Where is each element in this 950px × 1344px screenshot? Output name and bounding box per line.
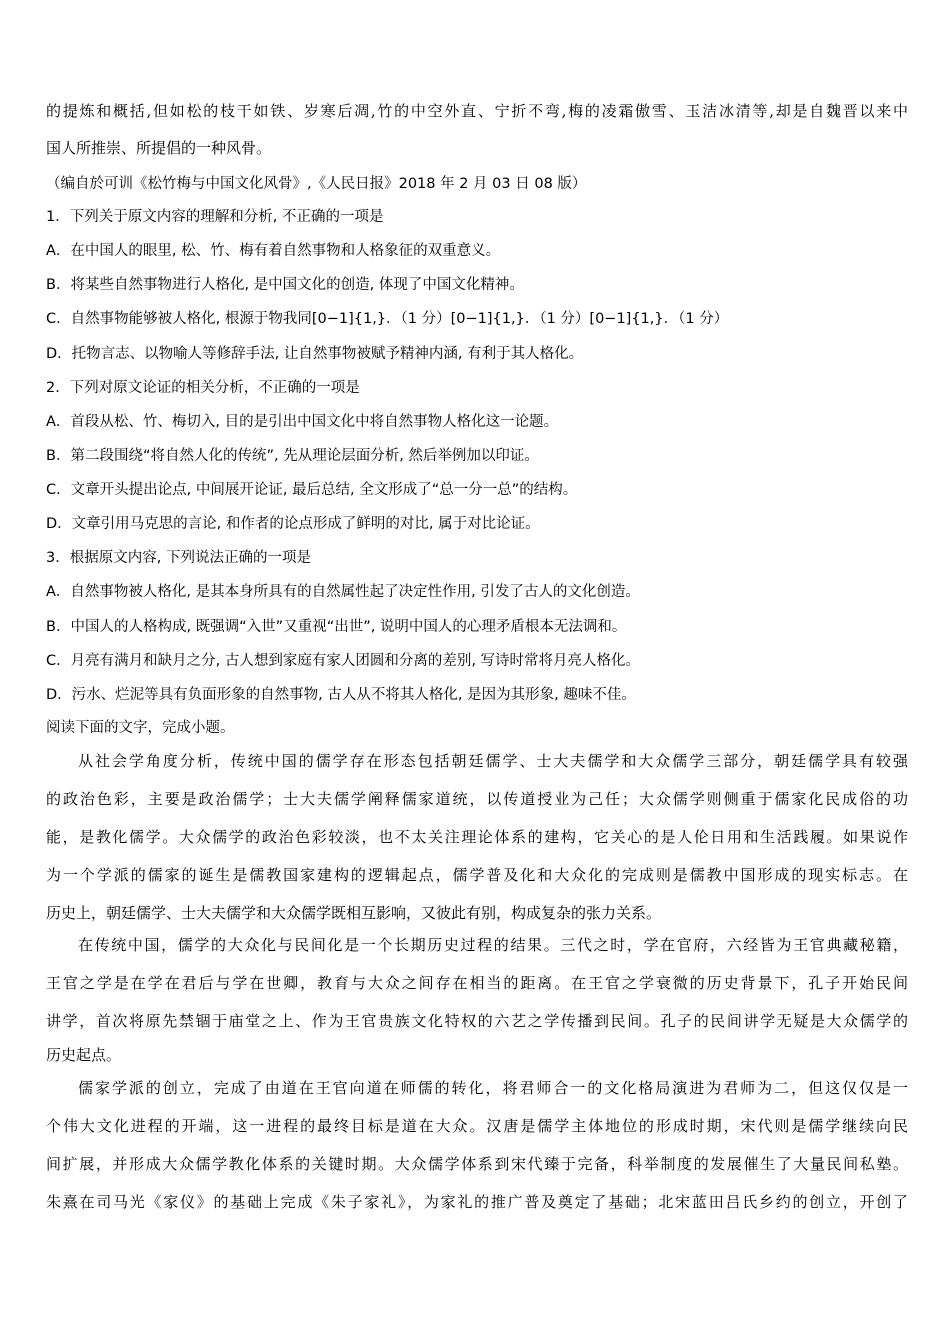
question-2-option-b: B．第二段围绕“将自然人化的传统”, 先从理论层面分析, 然后举例加以印证。 — [46, 448, 539, 464]
passage2-p3-line-2: 个伟大文化进程的开端，这一进程的最终目标是道在大众。汉唐是儒学主体地位的形成时期，宋代则是儒学继续向民 — [46, 1117, 908, 1135]
passage1-source: （编自於可训《松竹梅与中国文化风骨》,《人民日报》2018 年 2 月 03 日 08 版） — [46, 176, 587, 192]
passage2-p2-line-1: 在传统中国，儒学的大众化与民间化是一个长期历史过程的结果。三代之时，学在官府，六经皆为王官典藏秘籍， — [78, 936, 908, 954]
passage2-p2-line-3: 讲学，首次将原先禁锢于庙堂之上、作为王官贵族文化特权的六艺之学传播到民间。孔子的民间讲学无疑是大众儒学的 — [46, 1012, 908, 1030]
question-2-stem: 2．下列对原文论证的相关分析，不正确的一项是 — [46, 380, 360, 396]
question-3-option-c: C．月亮有满月和缺月之分, 古人想到家庭有家人团圆和分离的差别, 写诗时常将月亮人格化。 — [46, 653, 641, 669]
passage2-p3-line-3: 间扩展，并形成大众儒学教化体系的关键时期。大众儒学体系到宋代臻于完备，科举制度的发展催生了大量民间私塾。 — [46, 1155, 908, 1173]
passage2-p1-line-5: 历史上，朝廷儒学、士大夫儒学和大众儒学既相互影响，又彼此有别，构成复杂的张力关系。 — [46, 904, 662, 922]
question-1-stem: 1．下列关于原文内容的理解和分析, 不正确的一项是 — [46, 209, 384, 225]
passage2-p1-line-2: 的政治色彩，主要是政治儒学；士大夫儒学阐释儒家道统，以传道授业为己任；大众儒学则侧重于儒家化民成俗的功 — [46, 790, 908, 808]
passage2-p3-line-4: 朱熹在司马光《家仪》的基础上完成《朱子家礼》，为家礼的推广普及奠定了基础；北宋蓝田吕氏乡约的创立，开创了 — [46, 1193, 908, 1211]
question-2-option-a: A．首段从松、竹、梅切入, 目的是引出中国文化中将自然事物人格化这一论题。 — [46, 414, 559, 430]
passage2-p1-line-1: 从社会学角度分析，传统中国的儒学存在形态包括朝廷儒学、士大夫儒学和大众儒学三部分，朝廷儒学具有较强 — [78, 752, 908, 770]
passage2-p3-line-1: 儒家学派的创立，完成了由道在王官向道在师儒的转化，将君师合一的文化格局演进为君师为二，但这仅仅是一 — [78, 1079, 908, 1097]
passage2-p2-line-2: 王官之学是在学在君后与学在世卿，教育与大众之间存在相当的距离。在王官之学衰微的历史背景下，孔子开始民间 — [46, 974, 908, 992]
question-3-option-a: A．自然事物被人格化, 是其本身所具有的自然属性起了决定性作用, 引发了古人的文化创造。 — [46, 584, 640, 600]
question-1-option-a: A．在中国人的眼里, 松、竹、梅有着自然事物和人格象征的双重意义。 — [46, 243, 501, 259]
question-3-option-d: D．污水、烂泥等具有负面形象的自然事物, 古人从不将其人格化, 是因为其形象, 趣味不佳。 — [46, 687, 636, 703]
question-3-option-b: B．中国人的人格构成, 既强调“入世”又重视“出世”, 说明中国人的心理矛盾根本无法调和。 — [46, 619, 627, 635]
question-3-stem: 3．根据原文内容, 下列说法正确的一项是 — [46, 550, 311, 566]
passage1-line-2: 国人所推崇、所提倡的一种风骨。 — [46, 139, 272, 157]
question-1-option-c: C．自然事物能够被人格化, 根源于物我同[0−1]{1,}．（1 分）[0−1]{1,}．（1 分）[0−1]{1,}．（1 分） — [46, 311, 729, 327]
question-1-option-d: D．托物言志、以物喻人等修辞手法, 让自然事物被赋予精神内涵, 有利于其人格化。 — [46, 346, 584, 362]
question-2-option-c: C．文章开头提出论点, 中间展开论证, 最后总结, 全文形成了“总一分一总”的结构。 — [46, 482, 578, 498]
passage2-p1-line-4: 为一个学派的儒家的诞生是儒教国家建构的逻辑起点，儒学普及化和大众化的完成则是儒教中国形成的现实标志。在 — [46, 866, 908, 884]
passage1-line-1: 的提炼和概括,但如松的枝干如铁、岁寒后凋,竹的中空外直、宁折不弯,梅的凌霜傲雪、玉洁冰清等,却是自魏晋以来中 — [46, 102, 908, 120]
passage2-p1-line-3: 能，是教化儒学。大众儒学的政治色彩较淡，也不太关注理论体系的建构，它关心的是人伦日用和生活践履。如果说作 — [46, 828, 908, 846]
question-1-option-b: B．将某些自然事物进行人格化, 是中国文化的创造, 体现了中国文化精神。 — [46, 277, 524, 293]
reading-instruction: 阅读下面的文字，完成小题。 — [46, 720, 235, 736]
question-2-option-d: D．文章引用马克思的言论, 和作者的论点形成了鲜明的对比, 属于对比论证。 — [46, 516, 540, 532]
passage2-p2-line-4: 历史起点。 — [46, 1046, 122, 1064]
